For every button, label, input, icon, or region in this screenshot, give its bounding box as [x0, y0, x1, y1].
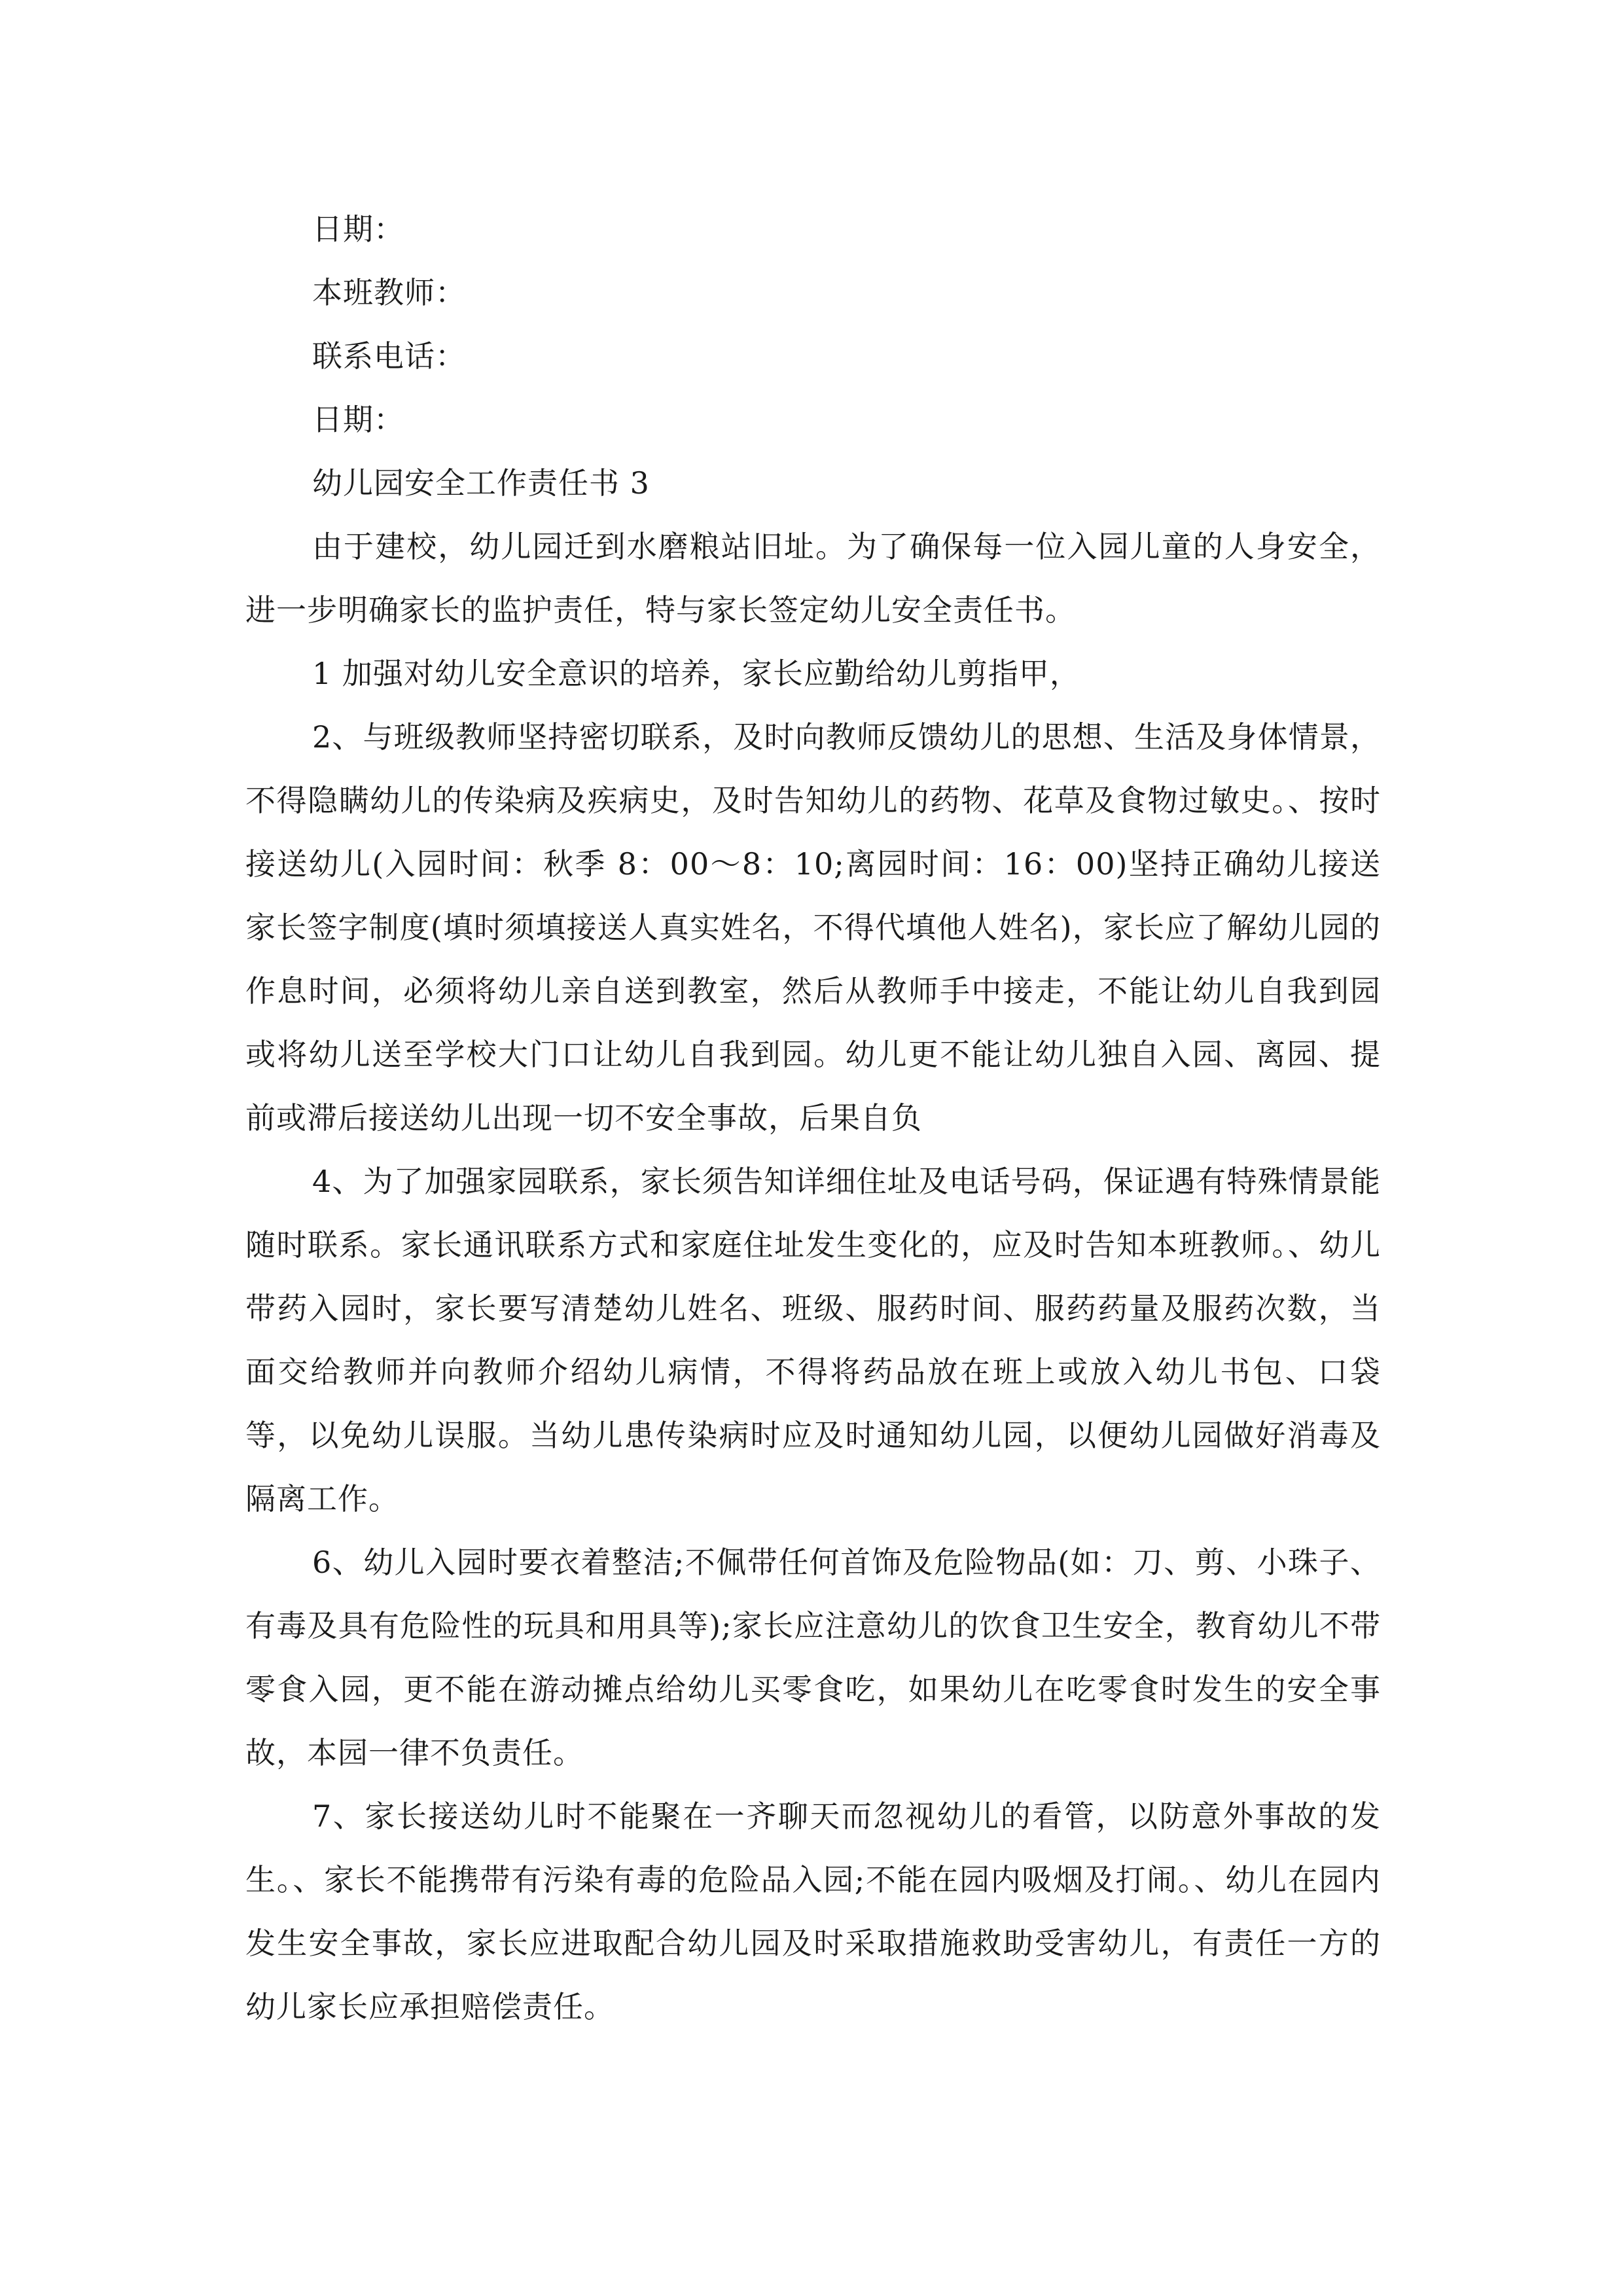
paragraph-item-6: 6、幼儿入园时要衣着整洁;不佩带任何首饰及危险物品(如：刀、剪、小珠子、有毒及具有危险性的玩具和用具等);家长应注意幼儿的饮食卫生安全，教育幼儿不带零食入园，更不能在游动摊点给幼儿买零食吃，如果幼儿在吃零食时发生的安全事故，本园一律不负责任。	[245, 1545, 1381, 1770]
paragraph-item-4: 4、为了加强家园联系，家长须告知详细住址及电话号码，保证遇有特殊情景能随时联系。家长通讯联系方式和家庭住址发生变化的，应及时告知本班教师。、幼儿带药入园时，家长要写清楚幼儿姓名、班级、服药时间、服药药量及服药次数，当面交给教师并向教师介绍幼儿病情，不得将药品放在班上或放入幼儿书包、口袋等，以免幼儿误服。当幼儿患传染病时应及时通知幼儿园，以便幼儿园做好消毒及隔离工作。	[245, 1164, 1381, 1516]
paragraph-item-1: 1 加强对幼儿安全意识的培养，家长应勤给幼儿剪指甲，	[312, 656, 1080, 691]
paragraph-item-2: 2、与班级教师坚持密切联系，及时向教师反馈幼儿的思想、生活及身体情景，不得隐瞒幼儿的传染病及疾病史，及时告知幼儿的药物、花草及食物过敏史。、按时接送幼儿(入园时间：秋季 8：00～8：10;离园时间：16：00)坚持正确幼儿接送家长签字制度(填时须填接送人真实姓名，不得代填他人姓名)，家长应了解幼儿园的作息时间，必须将幼儿亲自送到教室，然后从教师手中接走，不能让幼儿自我到园或将幼儿送至学校大门口让幼儿自我到园。幼儿更不能让幼儿独自入园、离园、提前或滞后接送幼儿出现一切不安全事故，后果自负	[245, 719, 1381, 1136]
paragraph-item-7: 7、家长接送幼儿时不能聚在一齐聊天而忽视幼儿的看管，以防意外事故的发生。、家长不能携带有污染有毒的危险品入园;不能在园内吸烟及打闹。、幼儿在园内发生安全事故，家长应进取配合幼儿园及时采取措施救助受害幼儿，有责任一方的幼儿家长应承担赔偿责任。	[245, 1799, 1381, 2024]
paragraph-intro: 由于建校，幼儿园迁到水磨粮站旧址。为了确保每一位入园儿童的人身安全，进一步明确家长的监护责任，特与家长签定幼儿安全责任书。	[245, 529, 1381, 628]
phone-label: 联系电话：	[312, 338, 466, 374]
section-title: 幼儿园安全工作责任书 3	[312, 465, 650, 501]
document-body	[245, 198, 1381, 2039]
date-label-2: 日期：	[312, 402, 404, 437]
teacher-label: 本班教师：	[312, 275, 466, 310]
date-label-1: 日期：	[312, 211, 404, 247]
